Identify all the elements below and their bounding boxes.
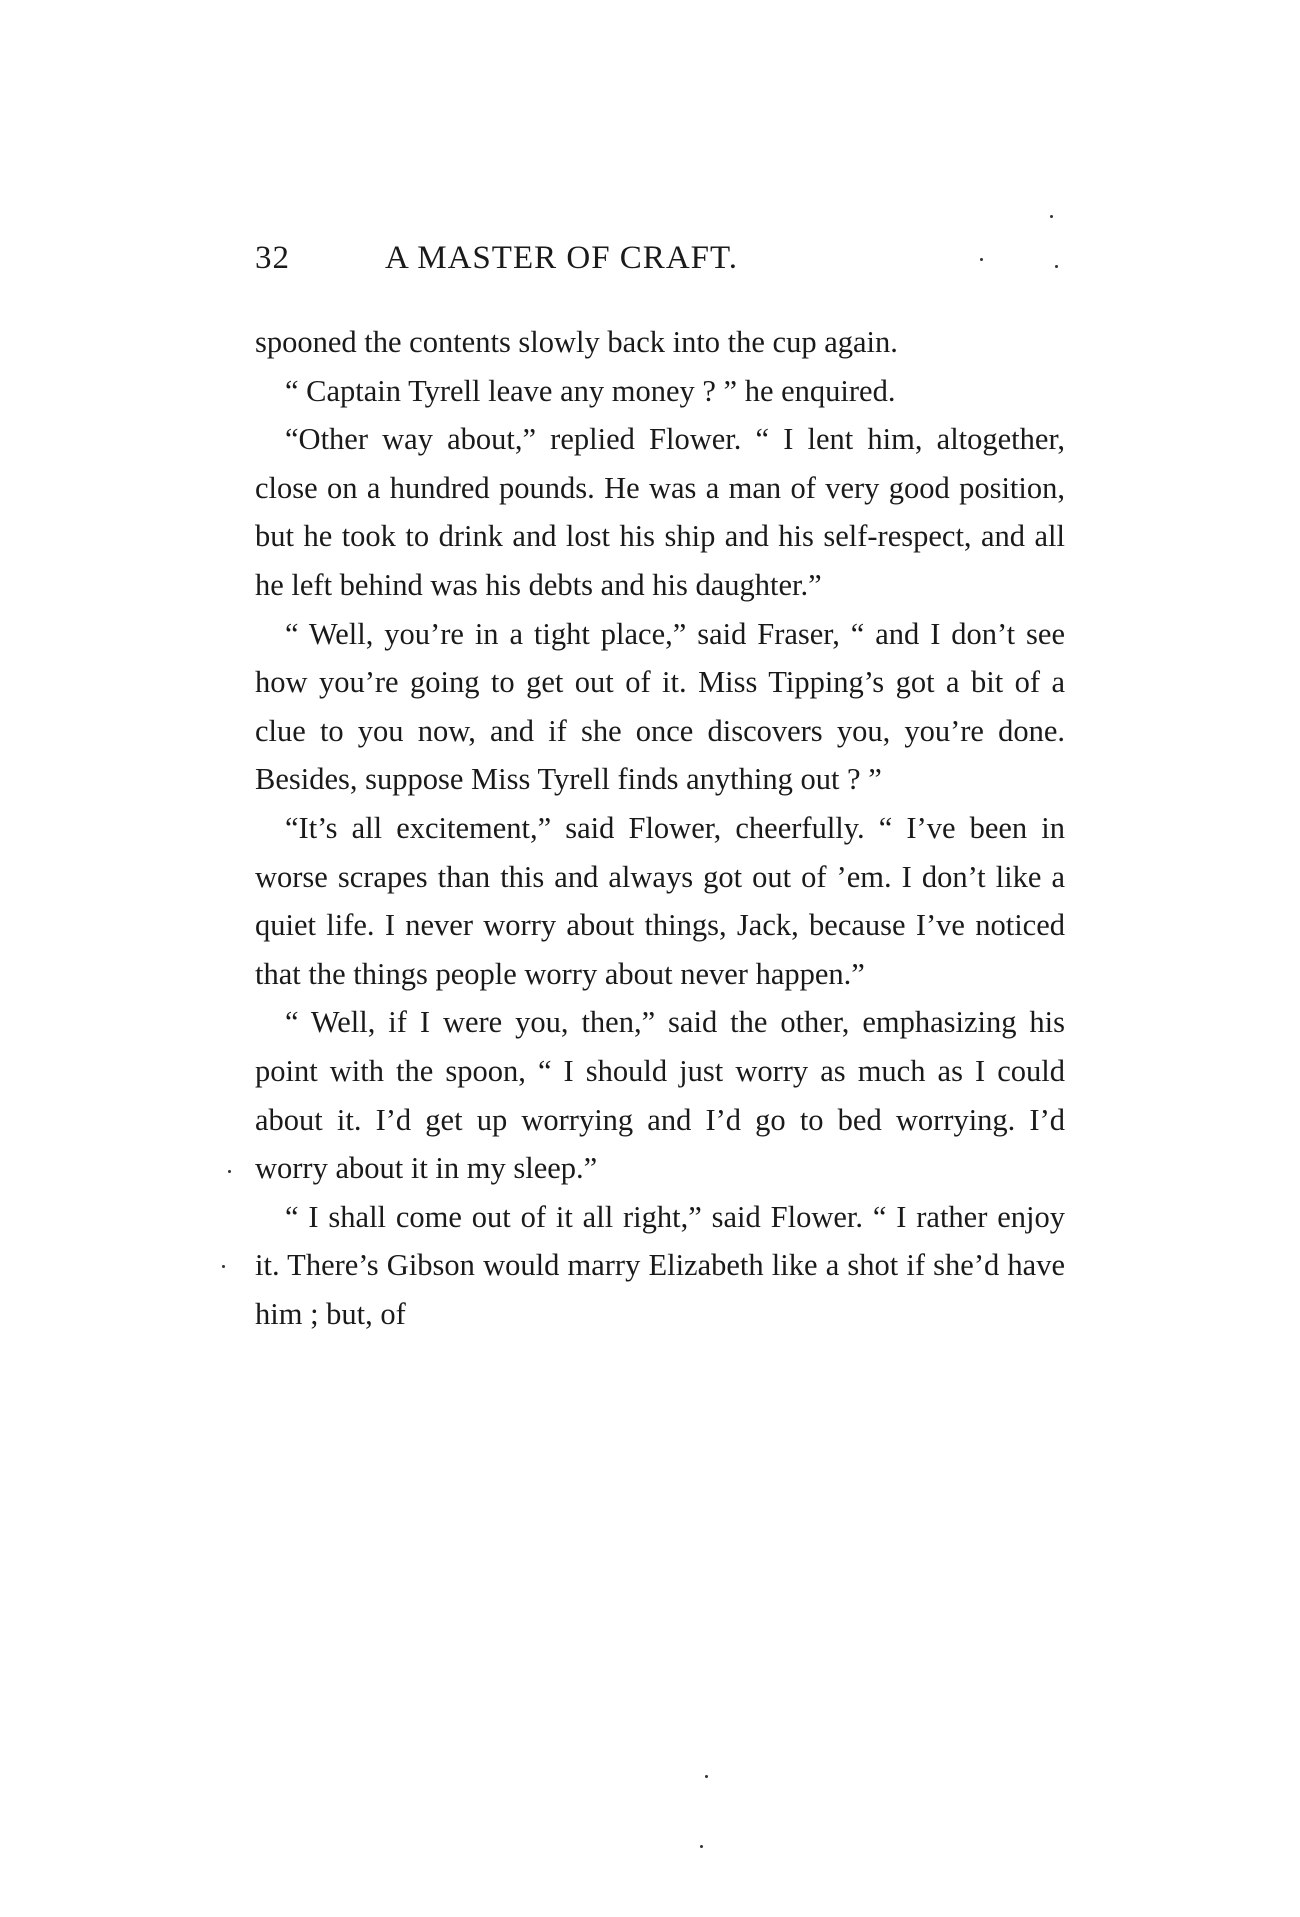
scan-speck — [980, 258, 983, 261]
scan-speck — [1055, 265, 1058, 268]
paragraph: “ Well, if I were you, then,” said the other, emphasizing his point with the spoon, “ I should just worry as much as I could about it. I’d get up worrying and I’d go to bed worrying. I’d worry about it in my sleep.” — [255, 1005, 1065, 1186]
page-number: 32 — [255, 240, 290, 276]
paragraph: “Other way about,” replied Flower. “ I lent him, altogether, close on a hundred pounds. He was a man of very good position, but he took to drink and lost his ship and his self-respect, and all he left behind was his debts and his daughter.” — [255, 422, 1065, 602]
running-title: A MASTER OF CRAFT. — [385, 240, 738, 276]
running-head — [255, 240, 1065, 290]
paragraph: spooned the contents slowly back into the cup again. — [255, 325, 898, 359]
paragraph: “It’s all excitement,” said Flower, cheerfully. “ I’ve been in worse scrapes than this and always got out of ’em. I don’t like a quiet life. I never worry about things, Jack, because I’ve noticed that the things people worry about never happen.” — [255, 810, 1065, 991]
paragraph: “ I shall come out of it all right,” said Flower. “ I rather enjoy it. There’s Gibson would marry Elizabeth like a shot if she’d have him ; but, of — [255, 1199, 1065, 1331]
scan-speck — [705, 1775, 708, 1778]
paragraph: “ Captain Tyrell leave any money ? ” he enquired. — [285, 373, 896, 408]
scan-speck — [228, 1170, 231, 1173]
scan-speck — [700, 1845, 703, 1848]
body-text — [255, 318, 1065, 1338]
paragraph: “ Well, you’re in a tight place,” said Fraser, “ and I don’t see how you’re going to get out of it. Miss Tipping’s got a bit of a clue to you now, and if she once discovers you, you’re done. Besides, suppose Miss Tyrell finds anything out ? ” — [255, 616, 1065, 797]
scan-speck — [1050, 215, 1053, 218]
scan-speck — [222, 1265, 225, 1268]
